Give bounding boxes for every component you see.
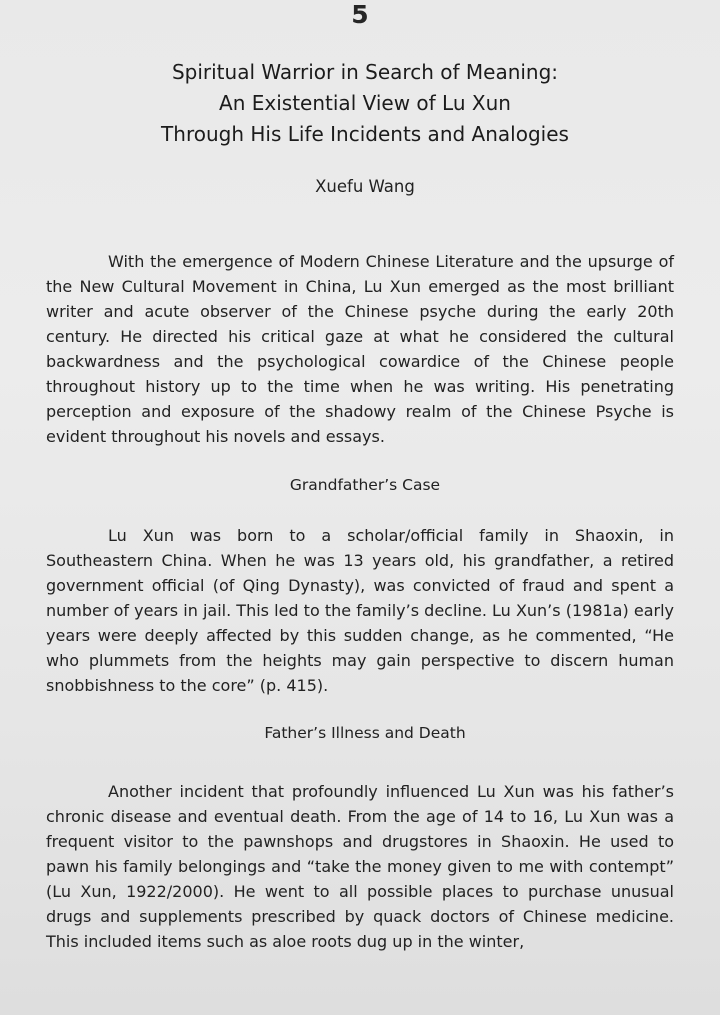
section-heading-grandfather: Grandfather’s Case xyxy=(289,476,441,494)
chapter-title-line-2: An Existential View of Lu Xun xyxy=(219,91,511,115)
chapter-title-line-3: Through His Life Incidents and Analogies xyxy=(161,122,569,146)
author-name: Xuefu Wang xyxy=(315,177,415,196)
chapter-title-line-1: Spiritual Warrior in Search of Meaning: xyxy=(171,60,559,84)
body-paragraph-grandfather xyxy=(46,523,674,698)
chapter-title xyxy=(40,57,690,150)
paragraph-text: Lu Xun was born to a scholar/official family in Shaoxin, in Southeastern China. When he was 13 years old, his grandfather, a retired government official (of Qing Dynasty), was convicted of fraud and spent a number of years in jail. This led to the family’s decline. Lu Xun’s (1981a) early years were deeply affected by this sudden change, as he commented, “He who plummets from the heights may gain perspective to discern human snobbishness to the core” (p. 415). xyxy=(46,526,674,695)
paragraph-text: Another incident that profoundly influenced Lu Xun was his father’s chronic disease and eventual death. From the age of 14 to 16, Lu Xun was a frequent visitor to the pawnshops and drugstores in Shaoxin. He used to pawn his family belongings and “take the money given to me with contempt” (Lu Xun, 1922/2000). He went to all possible places to purchase unusual drugs and supplements prescribed by quack doctors of Chinese medicine. This included items such as aloe roots dug up in the winter, xyxy=(46,782,674,951)
section-heading-father: Father’s Illness and Death xyxy=(264,724,466,742)
body-paragraph-intro xyxy=(46,249,674,449)
body-paragraph-father xyxy=(46,779,674,954)
page-number: 5 xyxy=(351,0,369,29)
paragraph-text: With the emergence of Modern Chinese Literature and the upsurge of the New Cultural Movement in China, Lu Xun emerged as the most brilliant writer and acute observer of the Chinese psyche during the early 20th century. He directed his critical gaze at what he considered the cultural backwardness and the psychological cowardice of the Chinese people throughout history up to the time when he was writing. His penetrating perception and exposure of the shadowy realm of the Chinese Psyche is evident throughout his novels and essays. xyxy=(46,252,674,446)
